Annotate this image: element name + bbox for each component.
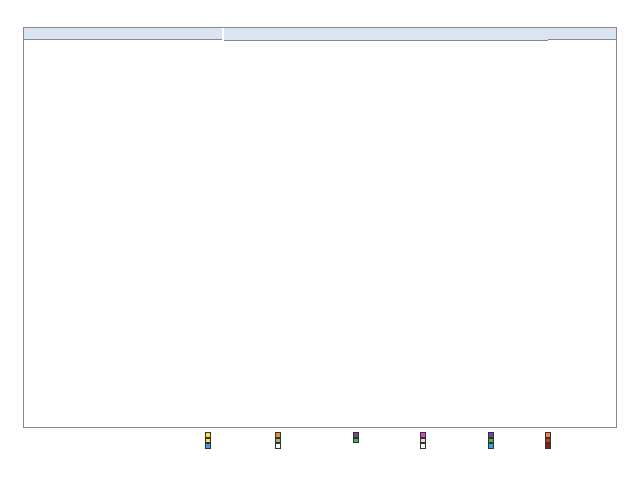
- legend-item-srm: [420, 443, 428, 449]
- legend-col1: [205, 432, 213, 449]
- year-header: [224, 28, 548, 41]
- legend-col4: [420, 432, 428, 449]
- legend-col6: [545, 432, 553, 449]
- col-comments: [548, 28, 616, 40]
- legend-col5: [488, 432, 496, 449]
- legend-item-closure: [353, 438, 361, 444]
- legend-item-secy: [275, 443, 283, 449]
- legend-item-pilot: [488, 443, 496, 449]
- legend-col3: [353, 432, 361, 443]
- schedule-table: [23, 27, 617, 428]
- legend-item-prerule: [545, 443, 553, 449]
- legend-col2: [275, 432, 283, 449]
- col-revised: [174, 28, 222, 40]
- col-activity: [24, 28, 174, 40]
- legend-item-meeting: [205, 443, 213, 449]
